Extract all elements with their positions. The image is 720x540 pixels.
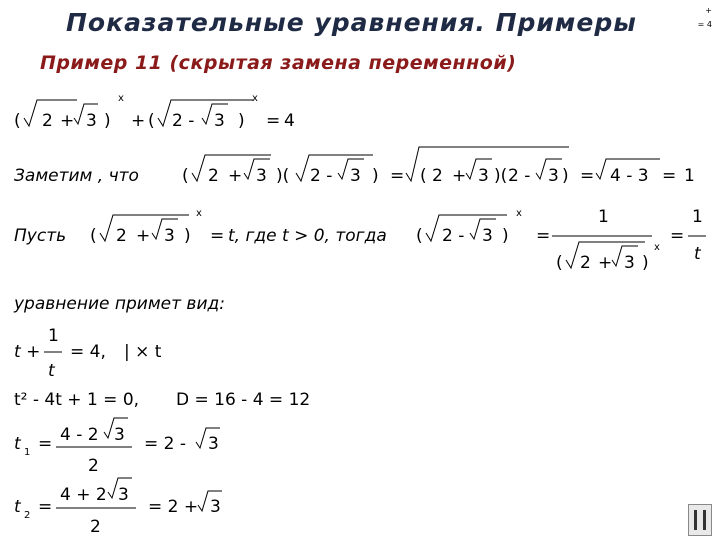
- eq1-part: | × t: [124, 342, 162, 362]
- eq2-part: D = 16 - 4 = 12: [176, 390, 311, 410]
- svg-text:(: (: [90, 226, 97, 246]
- eq1-line: [14, 326, 162, 381]
- root1-line: [14, 418, 220, 476]
- let-mid: t, где t > 0, тогда: [228, 226, 387, 246]
- note-val: 2 -: [310, 166, 333, 186]
- let-val: 1: [692, 207, 703, 227]
- svg-text:+: +: [598, 253, 613, 273]
- root1-part: t: [14, 434, 21, 454]
- root1-part: 3: [114, 425, 125, 445]
- eq-term: 2 -: [172, 111, 195, 131]
- svg-text:=: =: [670, 226, 685, 246]
- eq2-line: [14, 390, 310, 410]
- root1-part: = 2 -: [144, 434, 187, 454]
- svg-text:): ): [562, 166, 569, 186]
- svg-text:(: (: [420, 166, 427, 186]
- note-val: 2 -: [508, 166, 531, 186]
- note-val: 3: [256, 166, 267, 186]
- eq-term: 2: [42, 111, 53, 131]
- let-val: 2 -: [442, 226, 465, 246]
- note-label: Заметим , что: [14, 166, 139, 186]
- svg-text:)(: )(: [276, 166, 290, 186]
- root1-part: 3: [208, 434, 219, 454]
- svg-text:): ): [372, 166, 379, 186]
- slide-subtitle: Пример 11 (скрытая замена переменной): [40, 52, 517, 74]
- root2-part: 2: [90, 517, 101, 537]
- eq-term: 3: [214, 111, 225, 131]
- eq-exp: x: [252, 93, 258, 104]
- root2-part: 3: [210, 497, 221, 517]
- let-val: 3: [164, 226, 175, 246]
- svg-text:+: +: [452, 166, 467, 186]
- slide-title: Показательные уравнения. Примеры: [66, 8, 637, 37]
- corner-top: +: [705, 6, 712, 15]
- svg-text:+: +: [60, 111, 75, 131]
- let-val: t: [694, 244, 701, 264]
- eq-rhs: 4: [284, 111, 295, 131]
- svg-text:): ): [238, 111, 245, 131]
- let-label: Пусть: [14, 226, 67, 246]
- note-val: 2: [208, 166, 219, 186]
- let-exp: x: [516, 208, 522, 219]
- let-exp: x: [196, 208, 202, 219]
- equation-line: [14, 93, 295, 131]
- eq-term: 3: [86, 111, 97, 131]
- eq-exp: x: [118, 93, 124, 104]
- eq1-part: 1: [48, 326, 59, 346]
- svg-text:=: =: [38, 434, 53, 454]
- svg-text:=: =: [266, 111, 281, 131]
- root2-part: 3: [118, 485, 129, 505]
- note-val: 3: [350, 166, 361, 186]
- nav-bars-icon: [689, 505, 711, 535]
- root1-part: 2: [88, 456, 99, 476]
- svg-text:=: =: [38, 497, 53, 517]
- svg-text:(: (: [182, 166, 189, 186]
- root2-line: [14, 478, 222, 537]
- root2-part: 2: [24, 510, 31, 521]
- note-val: 3: [478, 166, 489, 186]
- let-val: 1: [598, 207, 609, 227]
- svg-text:): ): [184, 226, 191, 246]
- root1-part: 4 - 2: [60, 425, 99, 445]
- svg-text:(: (: [148, 111, 155, 131]
- note-val: 3: [548, 166, 559, 186]
- root2-part: = 2 +: [148, 497, 199, 517]
- root2-part: t: [14, 497, 21, 517]
- form-line: [13, 294, 225, 314]
- eq1-part: = 4,: [70, 342, 106, 362]
- eq1-part: t: [48, 361, 55, 381]
- root2-part: 4 + 2: [60, 485, 107, 505]
- root1-part: 1: [24, 447, 31, 458]
- note-val: 1: [684, 166, 695, 186]
- form-label: уравнение примет вид:: [14, 294, 225, 314]
- svg-text:(: (: [416, 226, 423, 246]
- svg-text:=: =: [580, 166, 595, 186]
- nav-button[interactable]: [688, 504, 712, 536]
- svg-text:(: (: [14, 111, 21, 131]
- let-val: 2: [116, 226, 127, 246]
- svg-text:+: +: [136, 226, 151, 246]
- note-val: 4 - 3: [610, 166, 649, 186]
- let-line: [14, 207, 706, 273]
- eq1-part: t +: [14, 342, 41, 362]
- let-val: 2: [580, 253, 591, 273]
- svg-text:): ): [502, 226, 509, 246]
- svg-text:=: =: [662, 166, 677, 186]
- svg-text:)(: )(: [494, 166, 508, 186]
- let-exp: x: [654, 242, 660, 253]
- svg-text:+: +: [131, 111, 146, 131]
- let-val: 3: [624, 253, 635, 273]
- eq2-part: t² - 4t + 1 = 0,: [14, 390, 140, 410]
- svg-text:+: +: [228, 166, 243, 186]
- svg-text:=: =: [390, 166, 405, 186]
- let-val: 3: [482, 226, 493, 246]
- corner-bottom: = 4: [697, 20, 712, 29]
- note-val: 2: [432, 166, 443, 186]
- svg-text:(: (: [556, 253, 563, 273]
- svg-text:=: =: [210, 226, 225, 246]
- note-line: [14, 147, 695, 186]
- svg-text:): ): [642, 253, 649, 273]
- svg-text:=: =: [536, 226, 551, 246]
- svg-text:): ): [104, 111, 111, 131]
